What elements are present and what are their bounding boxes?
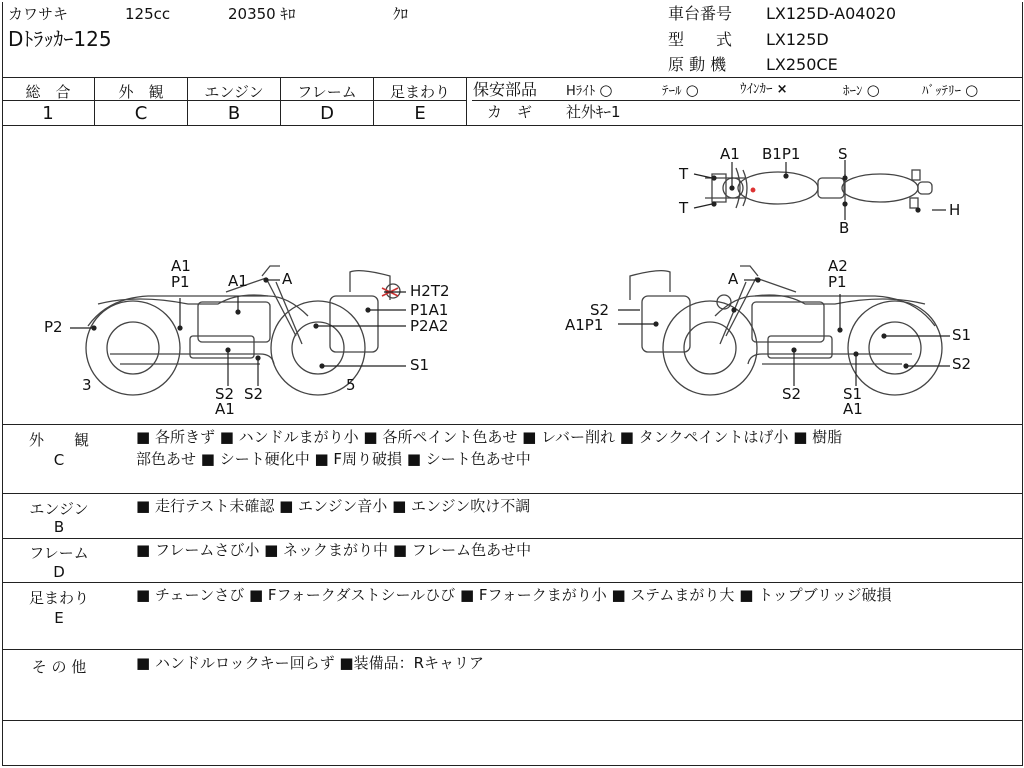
- right-label: A2: [828, 257, 848, 275]
- grade-header-engine: エンジン: [204, 83, 264, 101]
- model-name: Dﾄﾗｯｶｰ125: [8, 27, 112, 51]
- right-label: S2: [782, 385, 802, 403]
- top-view-diagram: [705, 168, 932, 208]
- remark-grade-engine: B: [53, 518, 65, 536]
- remark-grade-frame: D: [53, 563, 65, 581]
- safety-label: 保安部品: [473, 80, 538, 99]
- remark-text-other: ■ ハンドルロックキー回らず ■装備品：Rキャリア: [136, 654, 485, 672]
- right-label: S2: [590, 301, 610, 319]
- top-label: B1P1: [762, 145, 801, 163]
- top-label: A1: [720, 145, 740, 163]
- left-label: P2: [44, 318, 63, 336]
- top-label: S: [838, 145, 848, 163]
- divider: [2, 493, 1022, 494]
- left-label: S2: [244, 385, 264, 403]
- engine-number: LX250CE: [766, 55, 838, 74]
- key-label: カ ギ: [487, 103, 533, 121]
- safety-item-battery: ﾊﾞｯﾃﾘｰ ○: [922, 81, 979, 99]
- divider: [2, 582, 1022, 583]
- frame-label: 車台番号: [668, 4, 733, 23]
- mileage: 20350 ｷﾛ: [228, 5, 296, 23]
- right-label: A1: [843, 400, 863, 418]
- grade-header-frame: フレーム: [297, 83, 357, 101]
- frame-number: LX125D-A04020: [766, 4, 896, 23]
- grade-total: 1: [42, 103, 54, 124]
- left-label: A1: [215, 400, 235, 418]
- remark-grade-suspension: E: [54, 609, 64, 627]
- type-number: LX125D: [766, 30, 829, 49]
- right-view-diagram: [630, 266, 942, 395]
- grade-engine: B: [227, 103, 241, 124]
- safety-item-tail: ﾃｰﾙ ○: [662, 81, 699, 99]
- remark-label-engine: エンジン: [29, 500, 89, 518]
- left-label: A1: [171, 257, 191, 275]
- remark-text-suspension: ■ チェーンさび ■ Fフォークダストシールひび ■ Fフォークまがり小 ■ ステムまがり大 ■ トップブリッジ破損: [136, 586, 892, 604]
- grade-header-exterior: 外 観: [118, 83, 164, 101]
- type-label: 型 式: [668, 30, 733, 49]
- right-label: S1: [952, 326, 972, 344]
- displacement: 125cc: [125, 5, 171, 23]
- grade-header-total: 総 合: [25, 83, 71, 101]
- key-value: 社外ｷｰ1: [566, 103, 621, 121]
- remark-label-suspension: 足まわり: [28, 589, 89, 607]
- divider: [2, 720, 1022, 721]
- remark-text-exterior: ■ 各所きず ■ ハンドルまがり小 ■ 各所ペイント色あせ ■ レバー削れ ■ タンクペイントはげ小 ■ 樹脂 部色あせ ■ シート硬化中 ■ F周り破損 ■ シート色あせ中: [136, 428, 843, 468]
- grade-header-suspension: 足まわり: [389, 83, 450, 101]
- remark-text-frame: ■ フレームさび小 ■ ネックまがり中 ■ フレーム色あせ中: [136, 541, 532, 559]
- remark-grade-exterior: C: [53, 451, 65, 469]
- left-label: A1: [228, 272, 248, 290]
- left-label: 5: [346, 376, 356, 394]
- left-label: 3: [82, 376, 92, 394]
- left-label: H2T2: [410, 282, 450, 300]
- left-label: P2A2: [410, 317, 449, 335]
- left-label: P1: [171, 273, 190, 291]
- top-label: T: [679, 199, 689, 217]
- remark-label-exterior: 外 観: [28, 431, 89, 449]
- right-label: S2: [952, 355, 972, 373]
- divider: [2, 77, 1022, 78]
- color: ｸﾛ: [393, 5, 409, 23]
- right-label: S1: [843, 385, 863, 403]
- left-label: A: [282, 270, 293, 288]
- left-label: S1: [410, 356, 430, 374]
- right-label: A: [728, 270, 739, 288]
- top-label: H: [949, 201, 961, 219]
- left-label: P1A1: [410, 301, 449, 319]
- divider: [466, 77, 467, 125]
- top-label: B: [839, 219, 850, 237]
- safety-item-headlight: Hﾗｲﾄ ○: [566, 81, 613, 99]
- engine-label: 原 動 機: [668, 55, 727, 74]
- safety-item-winker: ｳｲﾝｶｰ ×: [740, 82, 788, 97]
- maker: カワサキ: [8, 5, 69, 23]
- remark-text-engine: ■ 走行テスト未確認 ■ エンジン音小 ■ エンジン吹け不調: [136, 497, 531, 515]
- divider: [472, 100, 1020, 101]
- grade-suspension: E: [414, 103, 426, 124]
- grade-frame: D: [320, 103, 334, 124]
- right-label: A1P1: [565, 316, 604, 334]
- remark-label-other: そ の 他: [31, 658, 87, 676]
- grade-exterior: C: [134, 103, 148, 124]
- left-label: S2: [215, 385, 235, 403]
- top-label: T: [679, 165, 689, 183]
- remark-label-frame: フレーム: [29, 544, 89, 562]
- motorcycle-diagrams: [0, 126, 1024, 424]
- safety-item-horn: ﾎｰﾝ ○: [843, 81, 880, 99]
- divider: [2, 649, 1022, 650]
- right-label: P1: [828, 273, 847, 291]
- divider: [2, 424, 1022, 425]
